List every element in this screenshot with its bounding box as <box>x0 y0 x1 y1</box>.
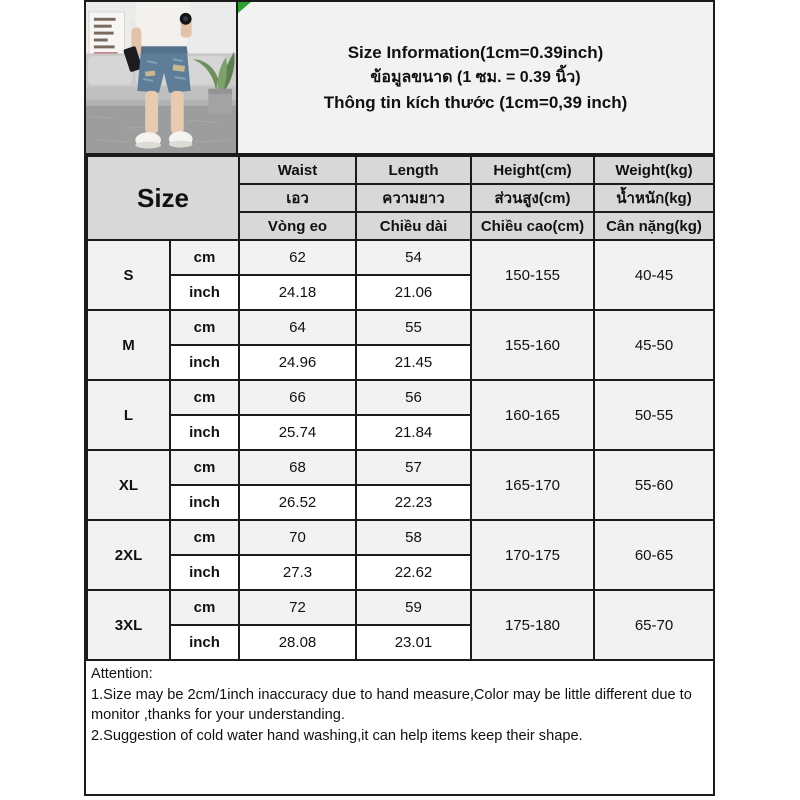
unit-inch: inch <box>170 485 239 520</box>
size-info-title-block <box>238 2 713 153</box>
header-waist-vi: Vòng eo <box>239 212 356 240</box>
height-2xl: 170-175 <box>471 520 594 590</box>
size-column-header: Size <box>87 156 239 240</box>
waist-cm-s: 62 <box>239 240 356 275</box>
weight-l: 50-55 <box>594 380 714 450</box>
size-table <box>86 155 715 661</box>
waist-cm-3xl: 72 <box>239 590 356 625</box>
attention-heading: Attention: <box>91 666 153 682</box>
header-height-en: Height(cm) <box>471 156 594 184</box>
table-row <box>87 380 714 415</box>
header-weight-th: น้ำหนัก(kg) <box>594 184 714 212</box>
unit-cm: cm <box>170 450 239 485</box>
header-height-vi: Chiều cao(cm) <box>471 212 594 240</box>
waist-inch-l: 25.74 <box>239 415 356 450</box>
table-row <box>87 520 714 555</box>
length-cm-xl: 57 <box>356 450 471 485</box>
size-label-m: M <box>87 310 170 380</box>
size-label-3xl: 3XL <box>87 590 170 660</box>
unit-cm: cm <box>170 590 239 625</box>
table-row <box>87 450 714 485</box>
unit-cm: cm <box>170 310 239 345</box>
weight-2xl: 60-65 <box>594 520 714 590</box>
unit-cm: cm <box>170 520 239 555</box>
green-corner-marker <box>238 2 251 13</box>
size-chart-sheet <box>84 0 715 796</box>
length-inch-s: 21.06 <box>356 275 471 310</box>
title-en: Size Information(1cm=0.39inch) <box>347 43 604 62</box>
waist-cm-m: 64 <box>239 310 356 345</box>
length-inch-m: 21.45 <box>356 345 471 380</box>
waist-cm-xl: 68 <box>239 450 356 485</box>
length-inch-l: 21.84 <box>356 415 471 450</box>
header-length-vi: Chiều dài <box>356 212 471 240</box>
product-photo <box>86 2 238 153</box>
attention-line-1: 1.Size may be 2cm/1inch inaccuracy due to hand measure,Color may be little different due to monitor ,thanks for your understanding. <box>91 686 692 724</box>
length-cm-2xl: 58 <box>356 520 471 555</box>
weight-s: 40-45 <box>594 240 714 310</box>
height-s: 150-155 <box>471 240 594 310</box>
unit-inch: inch <box>170 555 239 590</box>
header-weight-en: Weight(kg) <box>594 156 714 184</box>
unit-inch: inch <box>170 275 239 310</box>
weight-xl: 55-60 <box>594 450 714 520</box>
header-waist-en: Waist <box>239 156 356 184</box>
waist-inch-2xl: 27.3 <box>239 555 356 590</box>
unit-cm: cm <box>170 240 239 275</box>
length-cm-m: 55 <box>356 310 471 345</box>
waist-inch-xl: 26.52 <box>239 485 356 520</box>
height-3xl: 175-180 <box>471 590 594 660</box>
weight-3xl: 65-70 <box>594 590 714 660</box>
unit-cm: cm <box>170 380 239 415</box>
waist-inch-3xl: 28.08 <box>239 625 356 660</box>
length-inch-xl: 22.23 <box>356 485 471 520</box>
waist-cm-l: 66 <box>239 380 356 415</box>
length-cm-s: 54 <box>356 240 471 275</box>
length-cm-l: 56 <box>356 380 471 415</box>
table-row <box>87 310 714 345</box>
title-th: ข้อมูลขนาด (1 ซม. = 0.39 นิ้ว) <box>370 68 581 86</box>
product-photo-illustration <box>86 2 236 153</box>
header-length-th: ความยาว <box>356 184 471 212</box>
header-length-en: Length <box>356 156 471 184</box>
length-inch-3xl: 23.01 <box>356 625 471 660</box>
weight-m: 45-50 <box>594 310 714 380</box>
size-label-xl: XL <box>87 450 170 520</box>
table-row <box>87 240 714 275</box>
top-block <box>86 2 713 155</box>
header-weight-vi: Cân nặng(kg) <box>594 212 714 240</box>
header-row-en <box>87 156 714 184</box>
waist-inch-s: 24.18 <box>239 275 356 310</box>
height-m: 155-160 <box>471 310 594 380</box>
unit-inch: inch <box>170 345 239 380</box>
waist-cm-2xl: 70 <box>239 520 356 555</box>
waist-inch-m: 24.96 <box>239 345 356 380</box>
header-waist-th: เอว <box>239 184 356 212</box>
header-height-th: ส่วนสูง(cm) <box>471 184 594 212</box>
attention-notes <box>86 661 713 747</box>
attention-line-2: 2.Suggestion of cold water hand washing,it can help items keep their shape. <box>91 728 583 745</box>
size-label-l: L <box>87 380 170 450</box>
size-label-2xl: 2XL <box>87 520 170 590</box>
table-row <box>87 590 714 625</box>
height-l: 160-165 <box>471 380 594 450</box>
length-inch-2xl: 22.62 <box>356 555 471 590</box>
height-xl: 165-170 <box>471 450 594 520</box>
unit-inch: inch <box>170 415 239 450</box>
title-vi: Thông tin kích thước (1cm=0,39 inch) <box>323 92 628 112</box>
size-label-s: S <box>87 240 170 310</box>
length-cm-3xl: 59 <box>356 590 471 625</box>
unit-inch: inch <box>170 625 239 660</box>
